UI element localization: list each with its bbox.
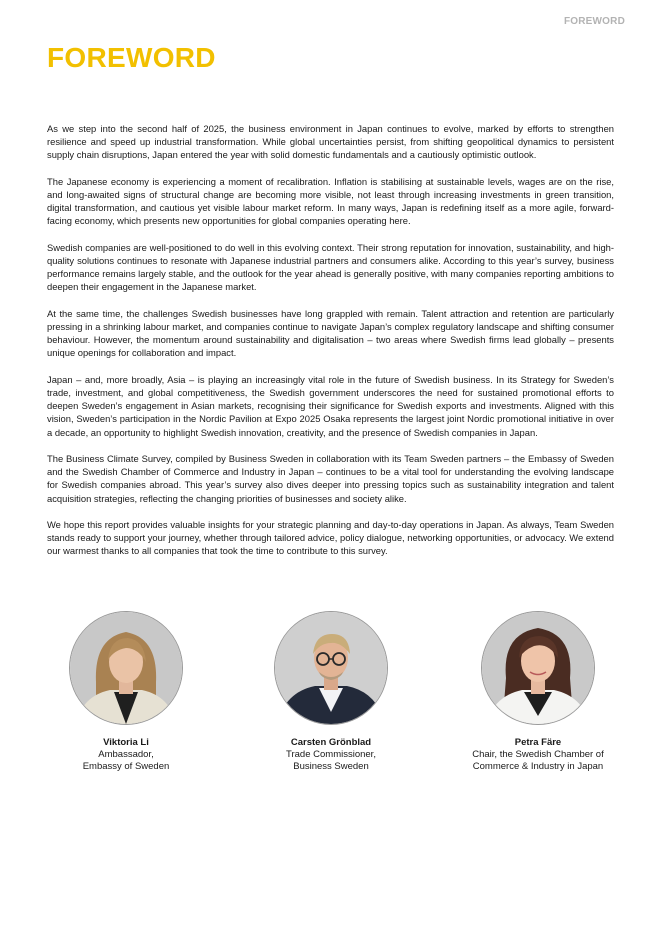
signatory-name: Carsten Grönblad: [290, 737, 372, 748]
signatory-role-line2: Embassy of Sweden: [82, 760, 170, 772]
paragraph-5: Japan – and, more broadly, Asia – is playing an increasingly vital role in the future of Swedish business. In its Strategy for Sweden’s trade, investment, and global competitiveness, the Swedish government underscores the need for sustained promotional efforts to deepen Sweden’s engagement in Asian markets, recognising their significance for Swedish exports and investments. Aligned with this vision, Sweden’s participation in the Nordic Pavilion at Expo 2025 Osaka represents the largest joint Nordic promotional initiative in over a decade, an opportunity to highlight Swedish innovation, creativity, and the presence of Swedish companies in Japan.: [47, 373, 614, 438]
paragraph-7: We hope this report provides valuable insights for your strategic planning and day-to-day operations in Japan. As always, Team Sweden stands ready to support your journey, whether through tailored advice, policy dialogue, networking opportunities, or advocacy. We extend our warmest thanks to all companies that took the time to contribute to this survey.: [47, 519, 614, 557]
signatory-name: Viktoria Li: [103, 737, 149, 748]
paragraph-1: As we step into the second half of 2025, the business environment in Japan continues to evolve, marked by efforts to strengthen resilience and speed up industrial transformation. While global uncertainties persist, from shifting geopolitical dynamics to persistent supply chain disruptions, Japan entered the year with solid domestic fundamentals and a cautiously optimistic outlook.: [47, 123, 614, 161]
foreword-body: [47, 122, 614, 571]
signatory-role-line1: Ambassador,: [98, 749, 154, 760]
paragraph-6: The Business Climate Survey, compiled by Business Sweden in collaboration with its Team Sweden partners – the Embassy of Sweden and the Swedish Chamber of Commerce and Industry in Japan – continues to be a vital tool for understanding the evolving landscape for Swedish companies abroad. This year’s survey also dives deeper into pressing topics such as sustainability integration and talent acquisition strategies, reflecting the changing priorities of businesses and society alike.: [47, 453, 614, 504]
page-title: FOREWORD: [47, 42, 216, 73]
running-header: FOREWORD: [563, 16, 625, 27]
paragraph-3: Swedish companies are well-positioned to do well in this evolving context. Their strong reputation for innovation, sustainability, and high-quality solutions continues to resonate with Japanese industrial partners and consumers alike. According to this year’s survey, business performance remains largely stable, and the outlook for the year ahead is generally positive, with many companies reporting ambitions to deepen their engagement in the Japanese market.: [47, 241, 614, 293]
signatory-chamber-chair: [448, 612, 628, 772]
paragraph-4: At the same time, the challenges Swedish businesses have long grappled with remain. Talent attraction and retention are particularly pressing in a shrinking labour market, and companies continue to navigate Japan’s complex regulatory landscape and shifting consumer behaviour. However, the momentum around sustainability and digitalisation – two areas where Swedish firms lead globally – presents unique openings for collaboration and impact.: [47, 307, 614, 359]
signatory-ambassador: [36, 612, 216, 772]
signatory-trade-commissioner: [241, 612, 421, 772]
signatory-name: Petra Färe: [514, 737, 562, 748]
portrait-petra-fare: [482, 612, 594, 724]
paragraph-2: The Japanese economy is experiencing a moment of recalibration. Inflation is stabilising at sustainable levels, wages are on the rise, and long-awaited signs of structural change are becoming more visible, not least through increasing investments in green transition, digital transformation, and cautious yet visible labour market reform. In many ways, Japan is redefining itself as a more agile, forward-facing economy, which presents new opportunities for global companies operating here.: [47, 175, 614, 227]
signatory-role-line1: Chair, the Swedish Chamber of: [472, 749, 604, 760]
portrait-viktoria-li: [70, 612, 182, 724]
signatories: [0, 612, 662, 782]
signatory-role-line2: Business Sweden: [293, 760, 369, 772]
portrait-carsten-gronblad: [275, 612, 387, 724]
signatory-role-line2: Commerce & Industry in Japan: [472, 760, 604, 772]
signatory-role-line1: Trade Commissioner,: [286, 749, 376, 760]
